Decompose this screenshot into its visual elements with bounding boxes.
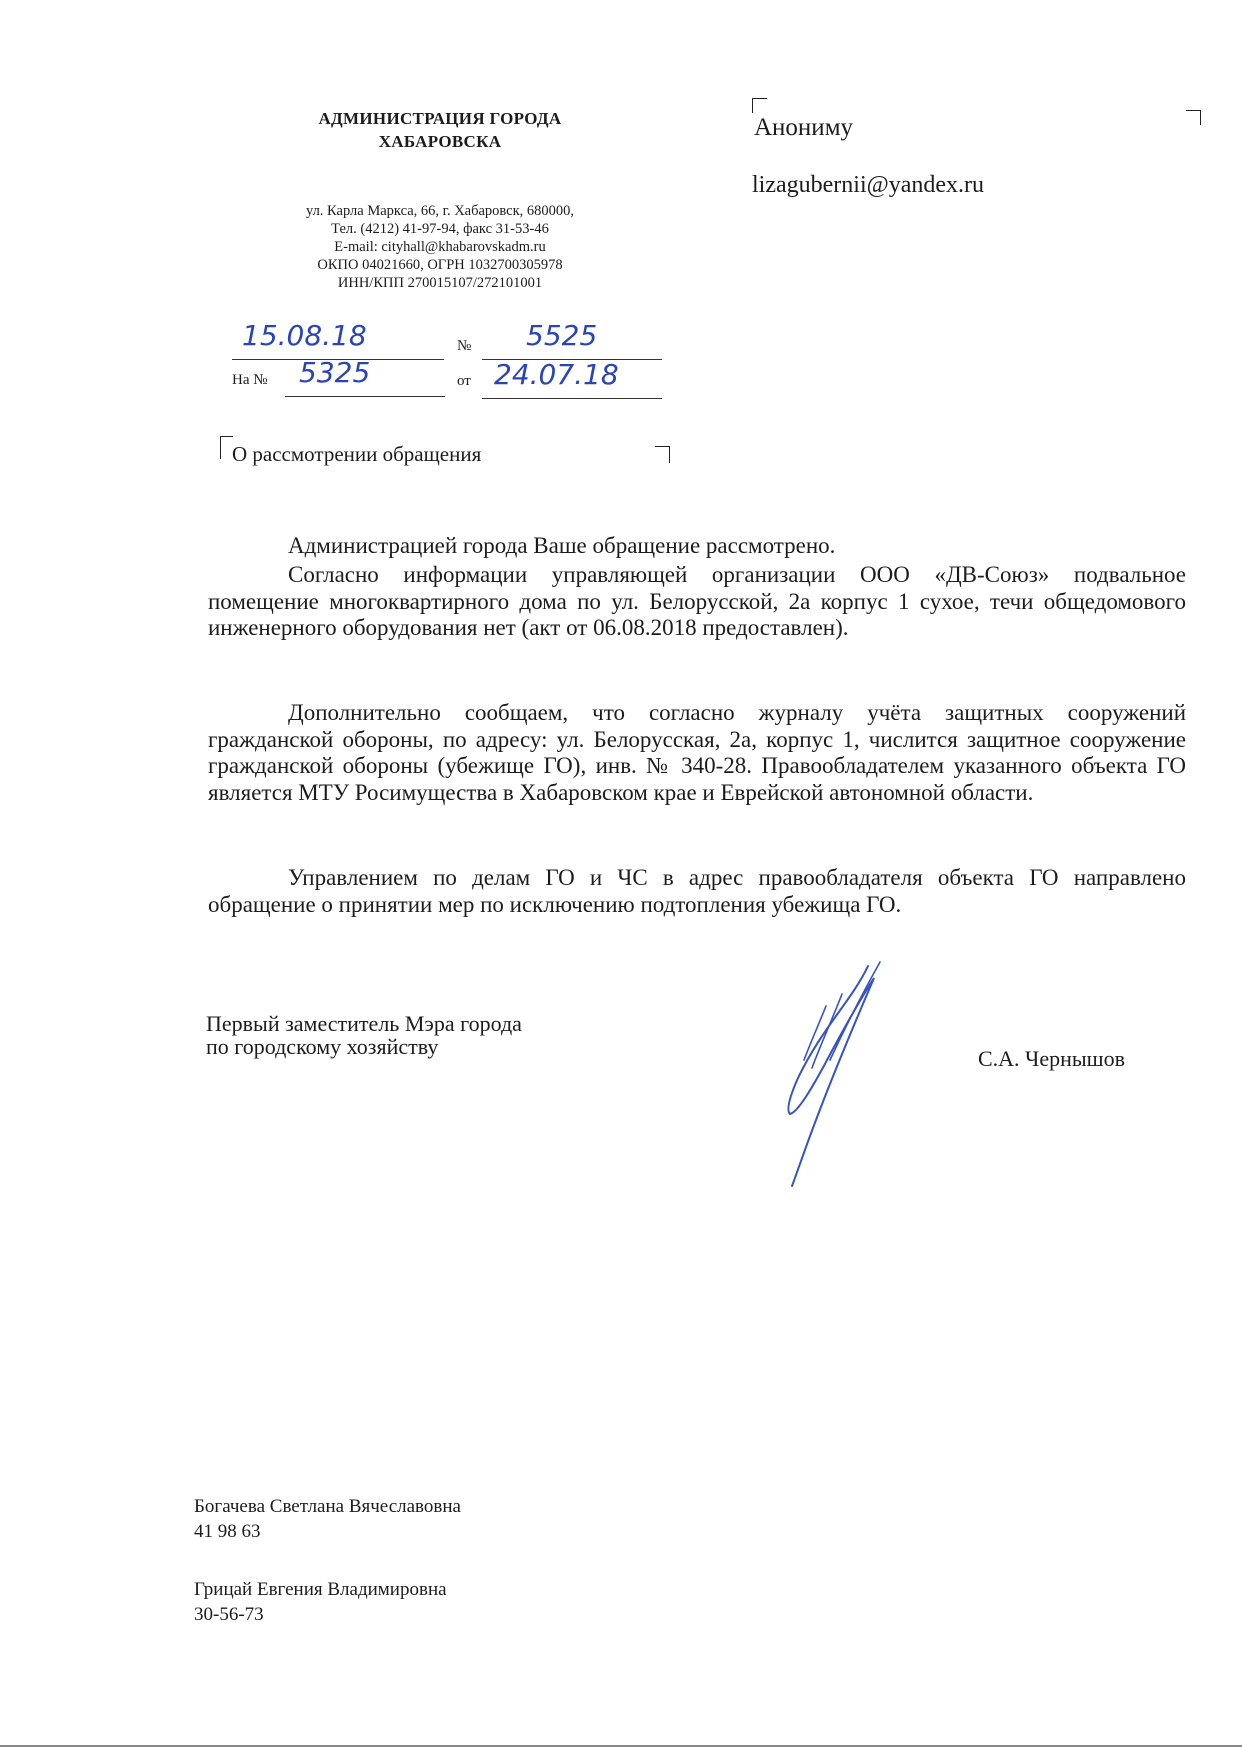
signer-position-line-2: по городскому хозяйству (206, 1034, 439, 1059)
addressee-corner-right (1186, 110, 1201, 125)
body-paragraph-1: Администрацией города Ваше обращение рассмотрено. (288, 533, 836, 558)
org-email: E-mail: cityhall@khabarovskadm.ru (334, 239, 546, 255)
from-date: 24.07.18 (494, 358, 619, 391)
scan-edge (0, 1745, 1242, 1747)
registration-date-field (232, 319, 444, 360)
signer-name: С.А. Чернышов (978, 1046, 1126, 1071)
org-okpo: ОКПО 04021660, ОГРН 1032700305978 (317, 257, 563, 273)
contact-1-name: Богачева Светлана Вячеславовна (194, 1496, 461, 1517)
subject-line: О рассмотрении обращения (232, 442, 482, 466)
addressee-email: lizagubernii@yandex.ru (752, 172, 985, 198)
registration-date: 15.08.18 (242, 319, 367, 352)
org-phone: Тел. (4212) 41-97-94, факс 31-53-46 (331, 221, 549, 237)
registration-number-field (482, 319, 662, 360)
from-date-field (482, 358, 662, 399)
org-address: ул. Карла Маркса, 66, г. Хабаровск, 680000, (305, 203, 575, 219)
subject-corner-right (655, 446, 670, 463)
in-reply-number-field (285, 356, 445, 397)
body-paragraph-3: Дополнительно сообщаем, что согласно журналу учёта защитных сооружений гражданской обороны, по адресу: ул. Белорусская, 2а, корпус 1, числится защитное сооружение гражданской обороны (убежище ГО), инв. № 340-28. Правообладателем указанного объекта ГО является МТУ Росимущества в Хабаровском крае и Еврейской автономной области. (208, 700, 1186, 805)
in-reply-number: 5325 (299, 356, 371, 389)
organization-name-line-2: ХАБАРОВСКА (378, 132, 502, 151)
registration-number: 5525 (526, 319, 598, 352)
from-date-label: от (457, 373, 471, 389)
body-paragraph-2: Согласно информации управляющей организации ООО «ДВ-Союз» подвальное помещение многоквартирного дома по ул. Белорусской, 2а корпус 1 сухое, течи общедомового инженерного оборудования нет (акт от 06.08.2018 предоставлен). (208, 562, 1186, 640)
addressee-name: Анониму (754, 114, 854, 141)
in-reply-label: На № (232, 372, 268, 388)
handwritten-signature (760, 960, 920, 1190)
organization-name-line-1: АДМИНИСТРАЦИЯ ГОРОДА (318, 109, 562, 128)
body-paragraph-4: Управлением по делам ГО и ЧС в адрес правообладателя объекта ГО направлено обращение о принятии мер по исключению подтопления убежища ГО. (208, 865, 1186, 917)
contact-1-phone: 41 98 63 (194, 1521, 261, 1542)
org-inn: ИНН/КПП 270015107/272101001 (337, 275, 543, 291)
signer-position-line-1: Первый заместитель Мэра города (206, 1011, 522, 1036)
registration-number-label: № (457, 338, 472, 354)
contact-2-name: Грицай Евгения Владимировна (194, 1579, 447, 1600)
organization-name (230, 107, 650, 153)
addressee-corner-left (752, 98, 767, 113)
contact-2-phone: 30-56-73 (194, 1604, 264, 1625)
